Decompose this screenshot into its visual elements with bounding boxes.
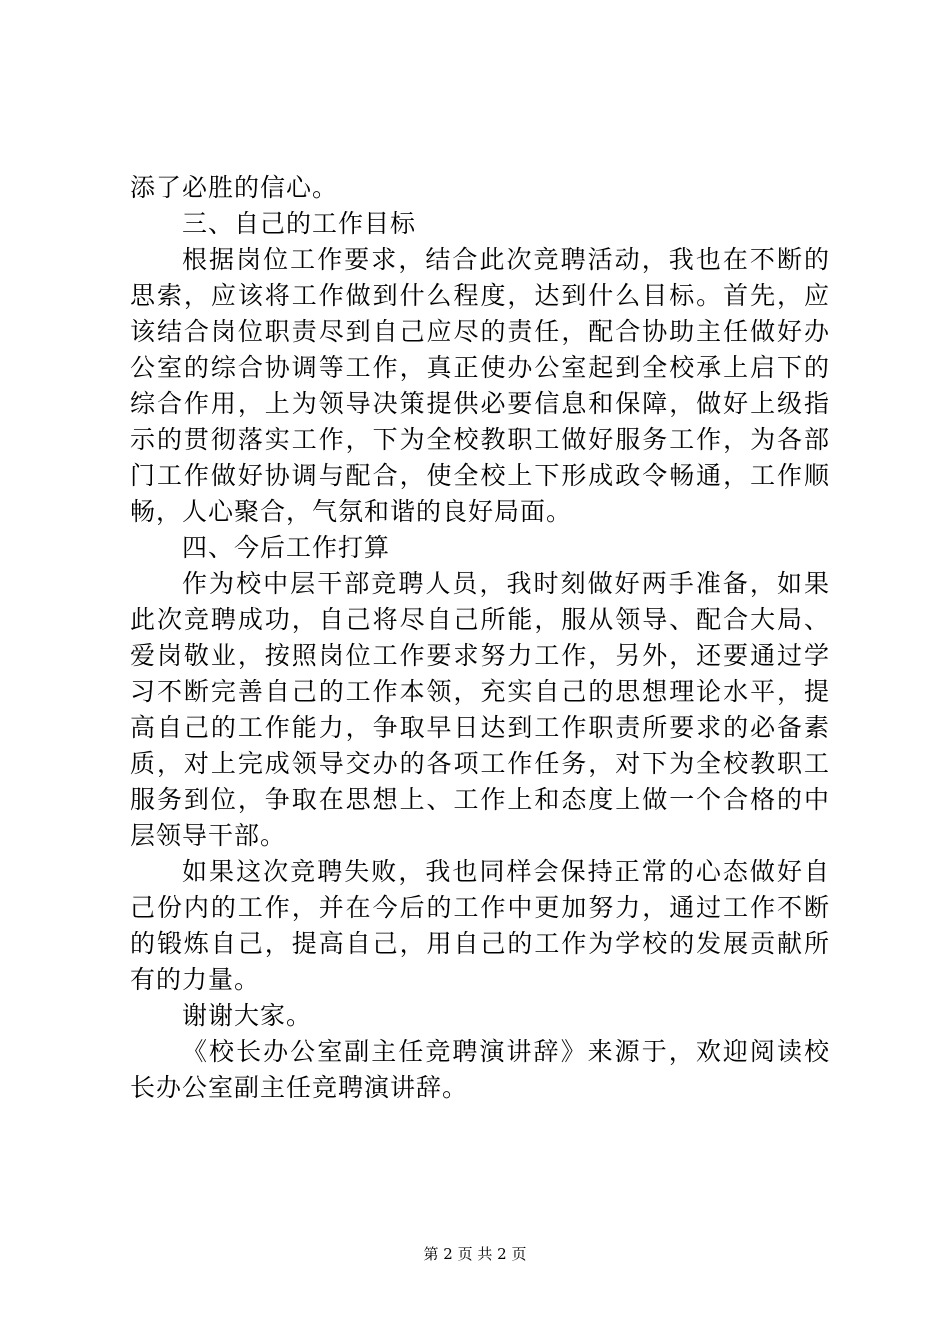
paragraph: 如果这次竞聘失败，我也同样会保持正常的心态做好自己份内的工作，并在今后的工作中更加努力，通过工作不断的锻炼自己，提高自己，用自己的工作为学校的发展贡献所有的力量。 <box>130 857 830 994</box>
document-body <box>130 170 830 1106</box>
page-footer <box>0 1244 950 1264</box>
paragraph: 《校长办公室副主任竞聘演讲辞》来源于，欢迎阅读校长办公室副主任竞聘演讲辞。 <box>130 1037 830 1102</box>
paragraph: 添了必胜的信心。 <box>130 173 339 202</box>
paragraph: 根据岗位工作要求，结合此次竞聘活动，我也在不断的思索，应该将工作做到什么程度，达到什么目标。首先，应该结合岗位职责尽到自己应尽的责任，配合协助主任做好办公室的综合协调等工作，真正使办公室起到全校承上启下的综合作用，上为领导决策提供必要信息和保障，做好上级指示的贯彻落实工作，下为全校教职工做好服务工作，为各部门工作做好协调与配合，使全校上下形成政令畅通，工作顺畅，人心聚合，气氛和谐的良好局面。 <box>130 245 830 526</box>
section-heading: 四、今后工作打算 <box>182 533 391 562</box>
section-heading: 三、自己的工作目标 <box>182 209 417 238</box>
page-number-label: 第 2 页 共 2 页 <box>423 1245 527 1263</box>
paragraph: 作为校中层干部竞聘人员，我时刻做好两手准备，如果此次竞聘成功，自己将尽自己所能，服从领导、配合大局、爱岗敬业，按照岗位工作要求努力工作，另外，还要通过学习不断完善自己的工作本领，充实自己的思想理论水平，提高自己的工作能力，争取早日达到工作职责所要求的必备素质，对上完成领导交办的各项工作任务，对下为全校教职工服务到位，争取在思想上、工作上和态度上做一个合格的中层领导干部。 <box>130 569 830 850</box>
paragraph: 谢谢大家。 <box>182 1001 313 1030</box>
